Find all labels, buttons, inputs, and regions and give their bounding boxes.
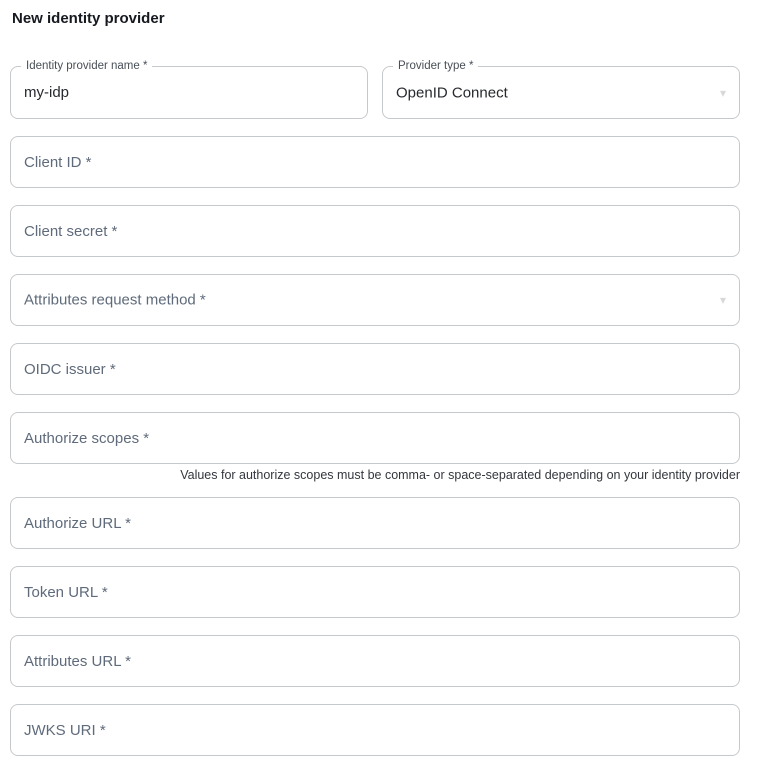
attributes-url-input[interactable]: [11, 636, 739, 686]
identity-provider-name-label: Identity provider name *: [21, 59, 152, 74]
jwks-uri-input[interactable]: [11, 705, 739, 755]
provider-type-value: OpenID Connect: [396, 84, 508, 101]
oidc-issuer-input[interactable]: [11, 344, 739, 394]
authorize-scopes-input[interactable]: [11, 413, 739, 463]
authorize-scopes-field[interactable]: [10, 412, 740, 464]
chevron-down-icon: ▾: [719, 293, 726, 307]
page-title: New identity provider: [12, 10, 165, 27]
oidc-issuer-field[interactable]: [10, 343, 740, 395]
attributes-url-field[interactable]: [10, 635, 740, 687]
identity-provider-name-input[interactable]: [11, 67, 367, 118]
authorize-url-input[interactable]: [11, 498, 739, 548]
client-id-input[interactable]: [11, 137, 739, 187]
authorize-url-field[interactable]: [10, 497, 740, 549]
jwks-uri-field[interactable]: [10, 704, 740, 756]
client-id-field[interactable]: [10, 136, 740, 188]
chevron-down-icon: ▾: [719, 85, 726, 100]
attributes-request-method-label: Attributes request method *: [24, 291, 206, 309]
provider-type-select[interactable]: [382, 60, 740, 119]
token-url-field[interactable]: [10, 566, 740, 618]
identity-provider-name-field[interactable]: [10, 60, 368, 119]
authorize-scopes-helper-text: Values for authorize scopes must be comma- or space-separated depending on your identity provider: [180, 468, 740, 482]
client-secret-input[interactable]: [11, 206, 739, 256]
provider-type-label: Provider type *: [393, 59, 478, 74]
attributes-request-method-select[interactable]: [10, 274, 740, 326]
client-secret-field[interactable]: [10, 205, 740, 257]
name-and-type-row: [10, 60, 740, 119]
token-url-input[interactable]: [11, 567, 739, 617]
